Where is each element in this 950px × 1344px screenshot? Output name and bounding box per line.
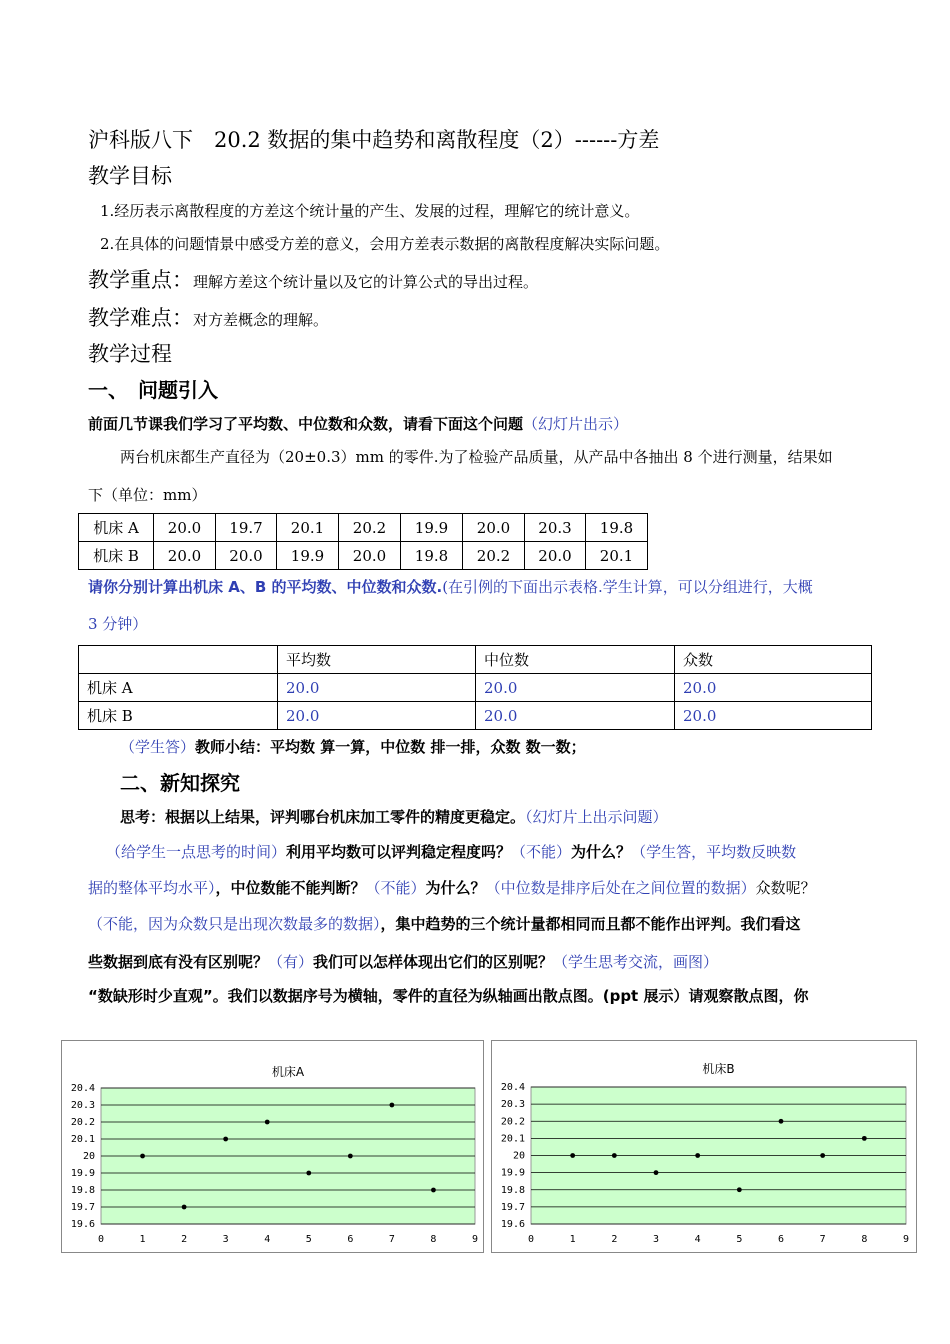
para-line-5: “数缺形时少直观”。我们以数据序号为横轴，零件的直径为纵轴画出散点图。(ppt 展示）请观察散点图，你 bbox=[88, 987, 809, 1005]
x-tick-label: 5 bbox=[305, 1234, 312, 1245]
data-point bbox=[779, 1119, 784, 1124]
x-tick-label: 7 bbox=[819, 1234, 826, 1245]
think-line bbox=[120, 806, 668, 827]
para-note: （中位数是排序后处在之间位置的数据） bbox=[485, 879, 756, 897]
header-cell: 平均数 bbox=[278, 646, 476, 674]
table-row bbox=[79, 514, 648, 542]
data-point bbox=[862, 1136, 867, 1141]
para-bold: 我们可以怎样体现出它们的区别呢？ bbox=[313, 953, 554, 971]
table-row bbox=[79, 646, 872, 674]
para-bold: 为什么？ bbox=[425, 879, 486, 897]
para-note: 据的整体平均水平） bbox=[88, 879, 216, 897]
difficulty-heading: 教学难点： bbox=[88, 306, 193, 330]
y-tick-label: 20 bbox=[512, 1150, 525, 1162]
para-note: （学生思考交流，画图） bbox=[553, 953, 719, 971]
data-point bbox=[820, 1153, 825, 1158]
data-point bbox=[140, 1154, 145, 1159]
x-tick-label: 9 bbox=[902, 1234, 910, 1245]
y-tick-label: 19.6 bbox=[500, 1219, 525, 1230]
x-tick-label: 8 bbox=[430, 1234, 437, 1245]
para-bold: ，集中趋势的三个统计量都相同而且都不能作出评判。我们看这 bbox=[380, 915, 801, 933]
intro-bold: 前面几节课我们学习了平均数、中位数和众数，请看下面这个问题 bbox=[88, 415, 524, 433]
para-text: 众数呢？ bbox=[755, 879, 816, 897]
statistics-table bbox=[78, 645, 872, 730]
x-tick-label: 9 bbox=[471, 1234, 479, 1245]
table-cell: 20.0 bbox=[216, 542, 277, 570]
header-cell bbox=[79, 646, 278, 674]
table-row bbox=[79, 542, 648, 570]
y-tick-label: 20.4 bbox=[500, 1082, 525, 1093]
table-cell: 20.0 bbox=[476, 674, 675, 702]
difficulty-text: 对方差概念的理解。 bbox=[193, 311, 329, 329]
x-tick-label: 0 bbox=[527, 1234, 535, 1245]
key-text: 理解方差这个统计量以及它的计算公式的导出过程。 bbox=[193, 273, 539, 291]
calc-instruction bbox=[88, 576, 813, 597]
x-tick-label: 8 bbox=[861, 1234, 868, 1245]
y-tick-label: 20.2 bbox=[500, 1116, 525, 1128]
calc-note: (在引例的下面出示表格.学生计算，可以分组进行，大概 bbox=[442, 578, 813, 596]
y-tick-label: 20 bbox=[82, 1151, 95, 1162]
row-label: 机床 B bbox=[79, 542, 154, 570]
para-bold: 些数据到底有没有区别呢？ bbox=[88, 953, 269, 971]
table-cell: 20.1 bbox=[277, 514, 339, 542]
x-tick-label: 3 bbox=[222, 1234, 229, 1245]
para-note: （不能） bbox=[511, 843, 572, 861]
problem-line-1: 两台机床都生产直径为（20±0.3）mm 的零件.为了检验产品质量，从产品中各抽出 8 个进行测量，结果如 bbox=[120, 448, 833, 466]
key-heading: 教学重点： bbox=[88, 268, 193, 292]
y-tick-label: 19.7 bbox=[70, 1202, 95, 1213]
x-tick-label: 2 bbox=[611, 1234, 618, 1245]
y-tick-label: 20.3 bbox=[500, 1099, 525, 1111]
data-point bbox=[182, 1205, 187, 1210]
goal-heading: 教学目标 bbox=[88, 164, 172, 188]
para-note: （有） bbox=[268, 953, 314, 971]
para-bold: 利用平均数可以评判稳定程度吗？ bbox=[286, 843, 512, 861]
table-cell: 20.0 bbox=[675, 674, 872, 702]
para-line-2 bbox=[88, 877, 816, 898]
data-point bbox=[737, 1187, 742, 1192]
difficulty-point bbox=[88, 302, 328, 332]
summary-bold: 教师小结：平均数 算一算，中位数 排一排，众数 数一数； bbox=[195, 738, 586, 756]
calc-bold: 请你分别计算出机床 A、B 的平均数、中位数和众数. bbox=[88, 578, 443, 596]
y-tick-label: 19.8 bbox=[500, 1184, 525, 1196]
table-cell: 20.1 bbox=[586, 542, 648, 570]
scatter-chart-b bbox=[491, 1040, 917, 1253]
table-cell: 20.0 bbox=[525, 542, 586, 570]
data-point bbox=[654, 1170, 659, 1175]
row-label: 机床 A bbox=[79, 674, 278, 702]
data-point bbox=[695, 1153, 700, 1158]
table-row bbox=[79, 702, 872, 730]
table-cell: 20.0 bbox=[154, 542, 216, 570]
section2-heading: 二、新知探究 bbox=[120, 771, 240, 795]
x-tick-label: 2 bbox=[181, 1234, 188, 1245]
data-point bbox=[431, 1188, 436, 1193]
scatter-chart-a bbox=[61, 1040, 484, 1253]
summary-note: （学生答） bbox=[120, 738, 196, 756]
y-tick-label: 19.6 bbox=[70, 1219, 95, 1230]
problem-line-2: 下（单位：mm） bbox=[88, 486, 207, 504]
y-tick-label: 19.8 bbox=[70, 1185, 95, 1196]
data-point bbox=[306, 1171, 311, 1176]
y-tick-label: 20.1 bbox=[500, 1133, 525, 1145]
section1-heading: 一、 问题引入 bbox=[88, 378, 218, 402]
x-tick-label: 1 bbox=[139, 1234, 146, 1245]
table-cell: 20.3 bbox=[525, 514, 586, 542]
table-cell: 19.9 bbox=[401, 514, 463, 542]
x-tick-label: 6 bbox=[777, 1234, 785, 1245]
process-heading: 教学过程 bbox=[88, 342, 172, 366]
table-cell: 20.0 bbox=[339, 542, 401, 570]
x-tick-label: 3 bbox=[652, 1234, 660, 1245]
document-title: 沪科版八下 20.2 数据的集中趋势和离散程度（2）------方差 bbox=[88, 128, 660, 152]
y-tick-label: 19.7 bbox=[500, 1201, 525, 1213]
calc-note-line-2: 3 分钟） bbox=[88, 615, 148, 633]
row-label: 机床 B bbox=[79, 702, 278, 730]
data-point bbox=[265, 1120, 270, 1125]
header-cell: 中位数 bbox=[476, 646, 675, 674]
table-cell: 19.8 bbox=[586, 514, 648, 542]
y-tick-label: 19.9 bbox=[70, 1168, 95, 1179]
x-tick-label: 5 bbox=[736, 1234, 743, 1245]
scatter-plot-a bbox=[62, 1041, 483, 1252]
data-point bbox=[570, 1153, 575, 1158]
table-cell: 20.0 bbox=[278, 674, 476, 702]
table-cell: 20.0 bbox=[154, 514, 216, 542]
para-note: （不能，因为众数只是出现次数最多的数据） bbox=[88, 915, 381, 933]
para-note: （学生答，平均数反映数 bbox=[631, 843, 797, 861]
y-tick-label: 19.9 bbox=[500, 1167, 525, 1179]
para-note: （给学生一点思考的时间） bbox=[106, 843, 287, 861]
chart-title: 机床A bbox=[271, 1065, 305, 1079]
table-cell: 20.0 bbox=[675, 702, 872, 730]
table-cell: 19.9 bbox=[277, 542, 339, 570]
table-cell: 19.7 bbox=[216, 514, 277, 542]
chart-title: 机床B bbox=[702, 1062, 735, 1076]
para-bold: 为什么？ bbox=[571, 843, 632, 861]
data-point bbox=[348, 1154, 353, 1159]
intro-note: （幻灯片出示） bbox=[523, 415, 629, 433]
measurement-table bbox=[78, 513, 648, 570]
y-tick-label: 20.3 bbox=[70, 1100, 95, 1111]
table-row bbox=[79, 674, 872, 702]
header-cell: 众数 bbox=[675, 646, 872, 674]
scatter-plot-b bbox=[492, 1041, 916, 1252]
table-cell: 20.0 bbox=[463, 514, 525, 542]
para-bold: ，中位数能不能判断？ bbox=[215, 879, 366, 897]
table-cell: 20.0 bbox=[278, 702, 476, 730]
x-tick-label: 4 bbox=[694, 1234, 701, 1245]
table-cell: 19.8 bbox=[401, 542, 463, 570]
data-point bbox=[612, 1153, 617, 1158]
row-label: 机床 A bbox=[79, 514, 154, 542]
table-cell: 20.2 bbox=[463, 542, 525, 570]
summary-line bbox=[120, 736, 586, 757]
x-tick-label: 6 bbox=[347, 1234, 354, 1245]
x-tick-label: 1 bbox=[569, 1234, 576, 1245]
x-tick-label: 7 bbox=[388, 1234, 395, 1245]
para-line-3 bbox=[88, 913, 801, 934]
para-line-1 bbox=[106, 841, 796, 862]
y-tick-label: 20.1 bbox=[70, 1134, 95, 1145]
y-tick-label: 20.2 bbox=[70, 1117, 95, 1128]
key-point bbox=[88, 264, 538, 294]
table-cell: 20.2 bbox=[339, 514, 401, 542]
think-bold: 思考：根据以上结果，评判哪台机床加工零件的精度更稳定。 bbox=[120, 808, 526, 826]
intro-line bbox=[88, 413, 628, 434]
data-point bbox=[223, 1137, 228, 1142]
x-tick-label: 0 bbox=[97, 1234, 105, 1245]
x-tick-label: 4 bbox=[264, 1234, 271, 1245]
data-point bbox=[389, 1103, 394, 1108]
para-line-4 bbox=[88, 951, 718, 972]
goal-1: 1.经历表示离散程度的方差这个统计量的产生、发展的过程，理解它的统计意义。 bbox=[100, 202, 640, 220]
para-note: （不能） bbox=[365, 879, 426, 897]
y-tick-label: 20.4 bbox=[70, 1083, 95, 1094]
think-note: （幻灯片上出示问题） bbox=[525, 808, 668, 826]
goal-2: 2.在具体的问题情景中感受方差的意义，会用方差表示数据的离散程度解决实际问题。 bbox=[100, 235, 670, 253]
table-cell: 20.0 bbox=[476, 702, 675, 730]
